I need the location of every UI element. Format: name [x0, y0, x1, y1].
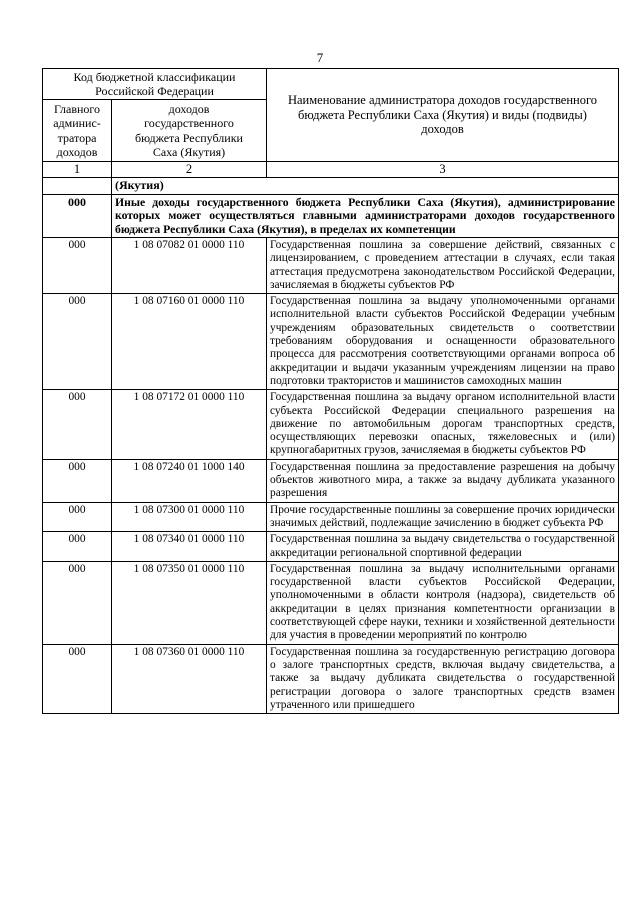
kbk-code: 1 08 07172 01 0000 110 — [112, 390, 267, 459]
page-number: 7 — [316, 50, 324, 65]
kbk-group-header: Код бюджетной классификации Российской Федерации — [43, 69, 267, 100]
admin-code: 000 — [43, 238, 112, 294]
revenue-classification-table — [42, 68, 619, 714]
table-row — [43, 294, 619, 390]
kbk-code: 1 08 07082 01 0000 110 — [112, 238, 267, 294]
admin-code: 000 — [43, 459, 112, 502]
kbk-code: 1 08 07360 01 0000 110 — [112, 644, 267, 713]
column-number-3: 3 — [267, 162, 619, 178]
revenue-name: Государственная пошлина за совершение действий, связанных с лицензированием, с проведением аттестации в случаях, если такая аттестация предусмотрена законодательством Российской Федерации, зачисляемая в бюджеты субъектов РФ — [267, 238, 619, 294]
revenue-name: Прочие государственные пошлины за совершение прочих юридически значимых действий, подлежащие зачислению в бюджет субъекта РФ — [267, 502, 619, 532]
table-row — [43, 644, 619, 713]
empty-cell — [43, 178, 112, 194]
kbk-code: 1 08 07340 01 0000 110 — [112, 532, 267, 562]
admin-code: 000 — [43, 294, 112, 390]
table-row — [43, 238, 619, 294]
revenue-name: Государственная пошлина за выдачу исполнительными органами государственной власти субъектов Российской Федерации, уполномоченными в области контроля (надзора), свидетельств об аккредитации в целях признания компетентности организации в соответствующей сфере науки, техники и хозяйственной деятельности для участия в проведении мероприятий по контролю — [267, 561, 619, 644]
header-row-group — [43, 69, 619, 100]
table-row — [43, 561, 619, 644]
column-number-2: 2 — [112, 162, 267, 178]
admin-column-header: Главного админис-тратора доходов — [43, 100, 112, 162]
admin-code: 000 — [43, 390, 112, 459]
kbk-code: 1 08 07240 01 1000 140 — [112, 459, 267, 502]
admin-code: 000 — [43, 644, 112, 713]
column-number-row — [43, 162, 619, 178]
section-code: 000 — [43, 194, 112, 237]
revenue-name: Государственная пошлина за выдачу уполномоченными органами исполнительной власти субъектов Российской Федерации учебным учреждениям образовательных свидетельств о соответствии требованиям оборудования и оснащенности образовательного процесса для рассмотрения соответствующими органами вопроса об аккредитации и выдачи указанным учреждениям лицензии на право подготовки трактористов и машинистов самоходных машин — [267, 294, 619, 390]
section-continuation-text: (Якутия) — [112, 178, 619, 194]
table-row — [43, 502, 619, 532]
table-row — [43, 459, 619, 502]
kbk-code: 1 08 07160 01 0000 110 — [112, 294, 267, 390]
revenue-name: Государственная пошлина за выдачу органом исполнительной власти субъекта Российской Федерации специального разрешения на движение по автомобильным дорогам транспортных средств, осуществляющих перевозки опасных, тяжеловесных и (или) крупногабаритных грузов, зачисляемая в бюджеты субъектов РФ — [267, 390, 619, 459]
admin-code: 000 — [43, 502, 112, 532]
kbk-column-header: доходов государственного бюджета Республики Саха (Якутия) — [112, 100, 267, 162]
kbk-code: 1 08 07300 01 0000 110 — [112, 502, 267, 532]
section-title: Иные доходы государственного бюджета Республики Саха (Якутия), администрирование которых может осуществляться главными администраторами доходов государственного бюджета Республики Саха (Якутия), в пределах их компетенции — [112, 194, 619, 237]
section-continuation-row — [43, 178, 619, 194]
revenue-name: Государственная пошлина за выдачу свидетельства о государственной аккредитации региональной спортивной федерации — [267, 532, 619, 562]
revenue-name: Государственная пошлина за государственную регистрацию договора о залоге транспортных средств, включая выдачу свидетельства, а также за выдачу дубликата свидетельства о государственной регистрации договора о залоге транспортных средств взамен утраченного или пришедшего — [267, 644, 619, 713]
name-column-header: Наименование администратора доходов государственного бюджета Республики Саха (Якутия) и виды (подвиды) доходов — [267, 69, 619, 162]
table-row — [43, 390, 619, 459]
kbk-code: 1 08 07350 01 0000 110 — [112, 561, 267, 644]
table-row — [43, 532, 619, 562]
admin-code: 000 — [43, 561, 112, 644]
admin-code: 000 — [43, 532, 112, 562]
column-number-1: 1 — [43, 162, 112, 178]
section-header-row — [43, 194, 619, 237]
revenue-name: Государственная пошлина за предоставление разрешения на добычу объектов животного мира, а также за выдачу дубликата указанного разрешения — [267, 459, 619, 502]
